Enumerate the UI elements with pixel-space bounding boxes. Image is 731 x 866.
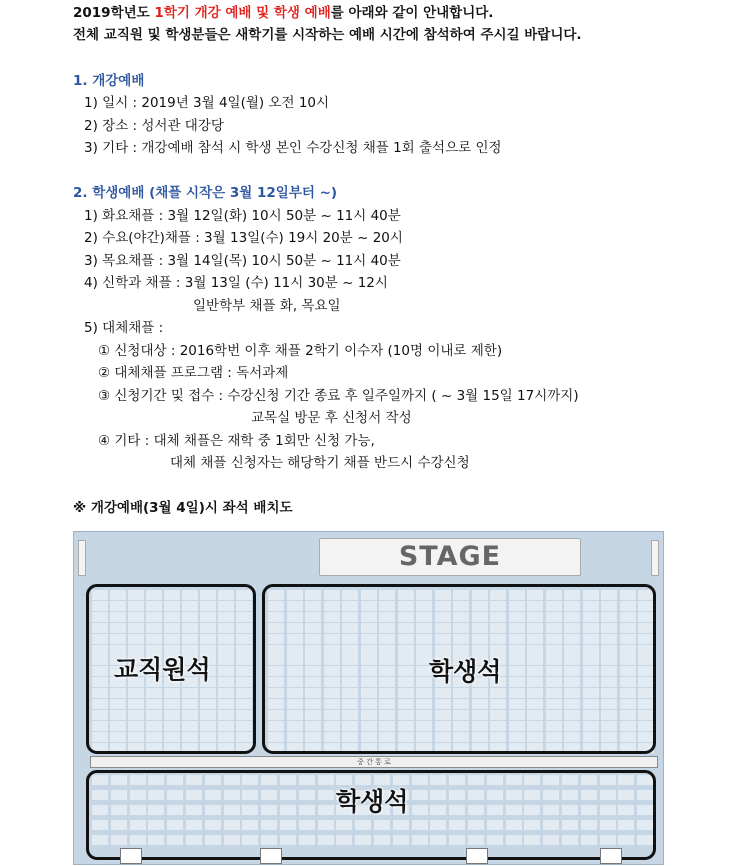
substitute-chapel-item-continued: 교목실 방문 후 신청서 작성	[251, 410, 412, 426]
seating-title: ※ 개강예배(3월 4일)시 좌석 배치도	[73, 500, 293, 516]
substitute-chapel-item: ③ 신청기간 및 접수 : 수강신청 기간 종료 후 일주일까지 ( ~ 3월 15일 17시까지)	[98, 388, 579, 404]
seating-chart	[73, 531, 664, 865]
section-1-item: 1) 일시 : 2019년 3월 4일(월) 오전 10시	[84, 95, 330, 111]
student-seat-label-lower: 학생석	[336, 787, 409, 816]
section-2-item: 5) 대체채플 :	[84, 320, 164, 336]
section-1-item: 2) 장소 : 성서관 대강당	[84, 118, 224, 134]
substitute-chapel-item: ② 대체채플 프로그램 : 독서과제	[98, 365, 289, 381]
section-2-item: 1) 화요채플 : 3월 12일(화) 10시 50분 ~ 11시 40분	[84, 208, 401, 224]
section-2-item-continued: 일반학부 채플 화, 목요일	[193, 298, 341, 314]
section-2-item: 2) 수요(야간)채플 : 3월 13일(수) 19시 20분 ~ 20시	[84, 230, 403, 246]
door	[600, 848, 622, 864]
section-1-item: 3) 기타 : 개강예배 참석 시 학생 본인 수강신청 채플 1회 출석으로 인정	[84, 140, 502, 156]
intro-line-2: 전체 교직원 및 학생분들은 새학기를 시작하는 예배 시간에 참석하여 주시길 바랍니다.	[73, 27, 582, 43]
section-2-item: 4) 신학과 채플 : 3월 13일 (수) 11시 30분 ~ 12시	[84, 275, 388, 291]
door	[120, 848, 142, 864]
section-2-heading: 2. 학생예배 (채플 시작은 3월 12일부터 ~)	[73, 185, 338, 201]
door	[466, 848, 488, 864]
intro-line-1	[73, 4, 493, 22]
substitute-chapel-item-continued: 대체 채플 신청자는 해당학기 채플 반드시 수강신청	[170, 455, 470, 471]
section-1-heading: 1. 개강예배	[73, 73, 145, 89]
stage: STAGE	[319, 538, 581, 576]
faculty-seat-label: 교직원석	[114, 655, 211, 684]
center-aisle: 중 간 통 로	[90, 756, 658, 768]
door	[260, 848, 282, 864]
intro-line-1-highlight: 1학기 개강 예배 및 학생 예배	[154, 5, 331, 21]
substitute-chapel-item: ① 신청대상 : 2016학번 이후 채플 2학기 이수자 (10명 이내로 제한)	[98, 343, 503, 359]
student-seat-label-upper: 학생석	[429, 657, 502, 686]
intro-line-1-post: 를 아래와 같이 안내합니다.	[330, 5, 494, 21]
intro-line-1-pre: 2019학년도	[73, 5, 155, 21]
substitute-chapel-item: ④ 기타 : 대체 채플은 재학 중 1회만 신청 가능,	[98, 433, 375, 449]
section-2-item: 3) 목요채플 : 3월 14일(목) 10시 50분 ~ 11시 40분	[84, 253, 401, 269]
